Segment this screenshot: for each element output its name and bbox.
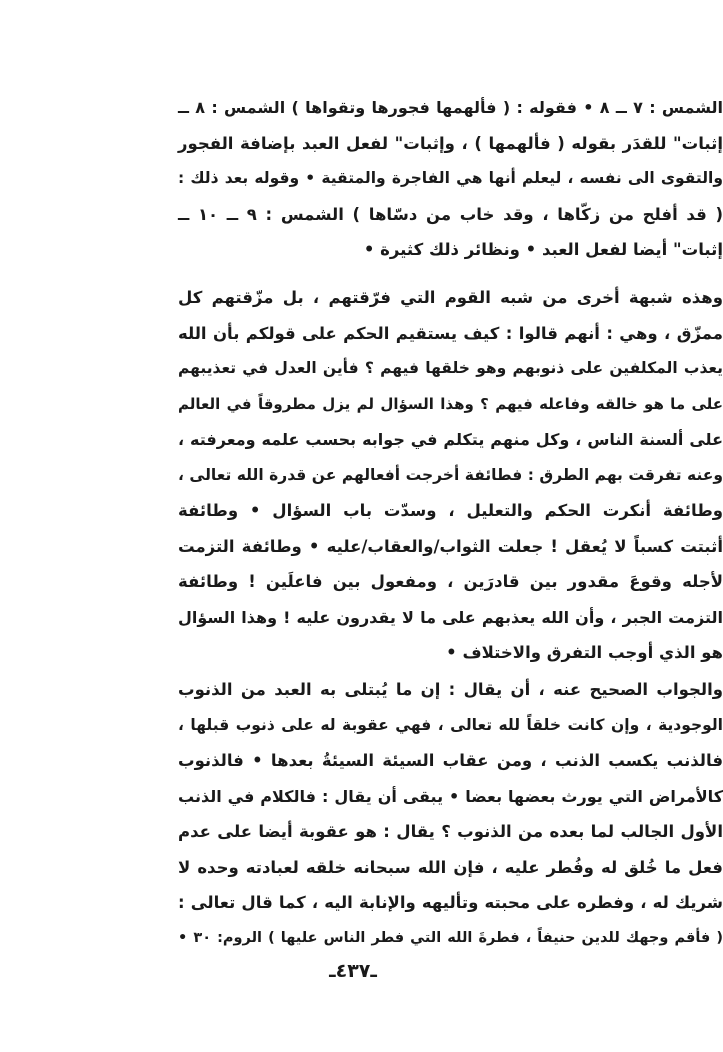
text-line: شريك له ، وفطره على محبته وتأليهه والإنابة اليه ، كما قال تعالى : [178, 893, 723, 912]
text-line: الأول الجالب لما بعده من الذنوب ؟ يقال : هو عقوبة أيضا على عدم [178, 822, 723, 841]
text-line: الشمس : ٧ ــ ٨ • فقوله : ( فألهمها فجورها وتقواها ) الشمس : ٨ ــ [178, 98, 723, 117]
text-line: هو الذي أوجب التفرق والاختلاف • [446, 643, 723, 662]
page-number: ـ٤٣٧ـ [329, 960, 377, 982]
text-line: والتقوى الى نفسه ، ليعلم أنها هي الفاجرة والمتقية • وقوله بعد ذلك : [178, 169, 723, 187]
text-line: لأجله وقوعَ مقدور بين قادرَين ، ومفعول بين فاعلَين ! وطائفة [178, 572, 723, 591]
text-line: وطائفة أنكرت الحكم والتعليل ، وسدّت باب السؤال • وطائفة [178, 501, 723, 520]
text-line: ممزّق ، وهي : أنهم قالوا : كيف يستقيم الحكم على قولكم بأن الله [178, 323, 723, 343]
text-line: والجواب الصحيح عنه ، أن يقال : إن ما يُبتلى به العبد من الذنوب [178, 680, 723, 699]
text-line: إثبات" أيضا لفعل العبد • ونظائر ذلك كثيرة • [363, 240, 723, 259]
paragraph-3 [178, 672, 723, 956]
text-line: التزمت الجبر ، وأن الله يعذبهم على ما لا يقدرون عليه ! وهذا السؤال [178, 607, 723, 627]
text-line: على ما هو خالقه وفاعله فيهم ؟ وهذا السؤال لم يزل مطروقاً في العالم [178, 394, 723, 413]
text-line: أثبتت كسباً لا يُعقل ! جعلت الثواب/والعقاب/عليه • وطائفة التزمت [178, 536, 723, 556]
text-line: ( قد أفلح من زكّاها ، وقد خاب من دسّاها ) الشمس : ٩ ــ ١٠ ــ [178, 204, 723, 224]
text-line: وهذه شبهة أخرى من شبه القوم التي فرّقتهم ، بل مزّقتهم كل [178, 288, 723, 307]
text-line: يعذب المكلفين على ذنوبهم وهو خلقها فيهم ؟ فأين العدل في تعذيبهم [178, 359, 723, 377]
paragraph-1 [178, 90, 723, 268]
text-line: فالذنب يكسب الذنب ، ومن عقاب السيئة السيئةُ بعدها • فالذنوب [178, 751, 723, 770]
text-line: إثبات" للقدَر بقوله ( فألهمها ) ، وإثبات" لفعل العبد بإضافة الفجور [178, 133, 723, 153]
paragraph-2 [178, 280, 723, 671]
text-line: على ألسنة الناس ، وكل منهم يتكلم في جوابه بحسب علمه ومعرفته ، [178, 430, 723, 449]
text-line: فعل ما خُلق له وفُطر عليه ، فإن الله سبحانه خلقه لعبادته وحده لا [178, 857, 723, 877]
text-line: ( فأقم وجهك للدين حنيفاً ، فطرةَ الله التي فطر الناس عليها ) الروم: ٣٠ • [178, 929, 723, 946]
text-line: الوجودية ، وإن كانت خلقاً لله تعالى ، فهي عقوبة له على ذنوب قبلها ، [178, 715, 723, 734]
text-line: وعنه تفرقت بهم الطرق : فطائفة أخرجت أفعالهم عن قدرة الله تعالى ، [178, 465, 723, 484]
text-line: كالأمراض التي يورث بعضها بعضا • يبقى أن يقال : فالكلام في الذنب [178, 786, 723, 806]
